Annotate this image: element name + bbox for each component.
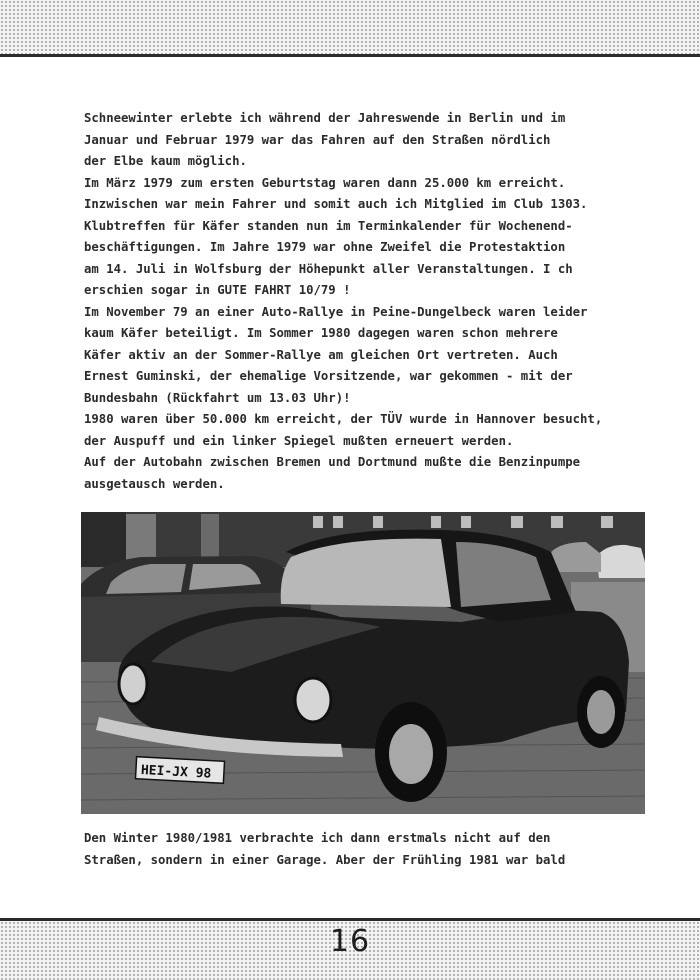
text-line: Inzwischen war mein Fahrer und somit auch ich Mitglied im Club 1303. [84,197,588,211]
text-line: Ernest Guminski, der ehemalige Vorsitzende, war gekommen - mit der [84,369,573,383]
body-text-top [84,108,654,495]
text-line: Den Winter 1980/1981 verbrachte ich dann erstmals nicht auf den [84,831,551,845]
text-line: Schneewinter erlebte ich während der Jahreswende in Berlin und im [84,111,566,125]
text-line: Im November 79 an einer Auto-Rallye in Peine-Dungelbeck waren leider [84,304,588,319]
text-line: Klubtreffen für Käfer standen nun im Terminkalender für Wochenend- [84,218,573,233]
text-line: ausgetausch werden. [84,476,225,491]
text-line: Januar und Februar 1979 war das Fahren auf den Straßen nördlich [84,132,551,147]
text-line: Im März 1979 zum ersten Geburtstag waren dann 25.000 km erreicht. [84,175,566,190]
page-number: 16 [329,924,371,959]
text-line: Auf der Autobahn zwischen Bremen und Dortmund mußte die Benzinpumpe [84,455,581,469]
text-line: Straßen, sondern in einer Garage. Aber der Frühling 1981 war bald [84,852,566,867]
text-line: der Elbe kaum möglich. [84,154,247,168]
text-line: am 14. Juli in Wolfsburg der Höhepunkt aller Veranstaltungen. I ch [84,261,573,276]
top-halftone-band [0,0,700,57]
text-line: kaum Käfer beteiligt. Im Sommer 1980 dagegen waren schon mehrere [84,326,558,340]
license-plate-text: HEI-JX 98 [140,762,212,782]
vw-beetle-cabriolet-photo [81,512,645,814]
text-line: beschäftigungen. Im Jahre 1979 war ohne Zweifel die Protestaktion [84,240,566,254]
text-line: erschien sogar in GUTE FAHRT 10/79 ! [84,283,351,297]
text-line: der Auspuff und ein linker Spiegel mußten erneuert werden. [84,433,514,448]
text-line: Bundesbahn (Rückfahrt um 13.03 Uhr)! [84,390,351,405]
text-line: 1980 waren über 50.000 km erreicht, der TÜV wurde in Hannover besucht, [84,412,603,426]
body-text-bottom [84,828,654,871]
text-line: Käfer aktiv an der Sommer-Rallye am gleichen Ort vertreten. Auch [84,347,558,362]
